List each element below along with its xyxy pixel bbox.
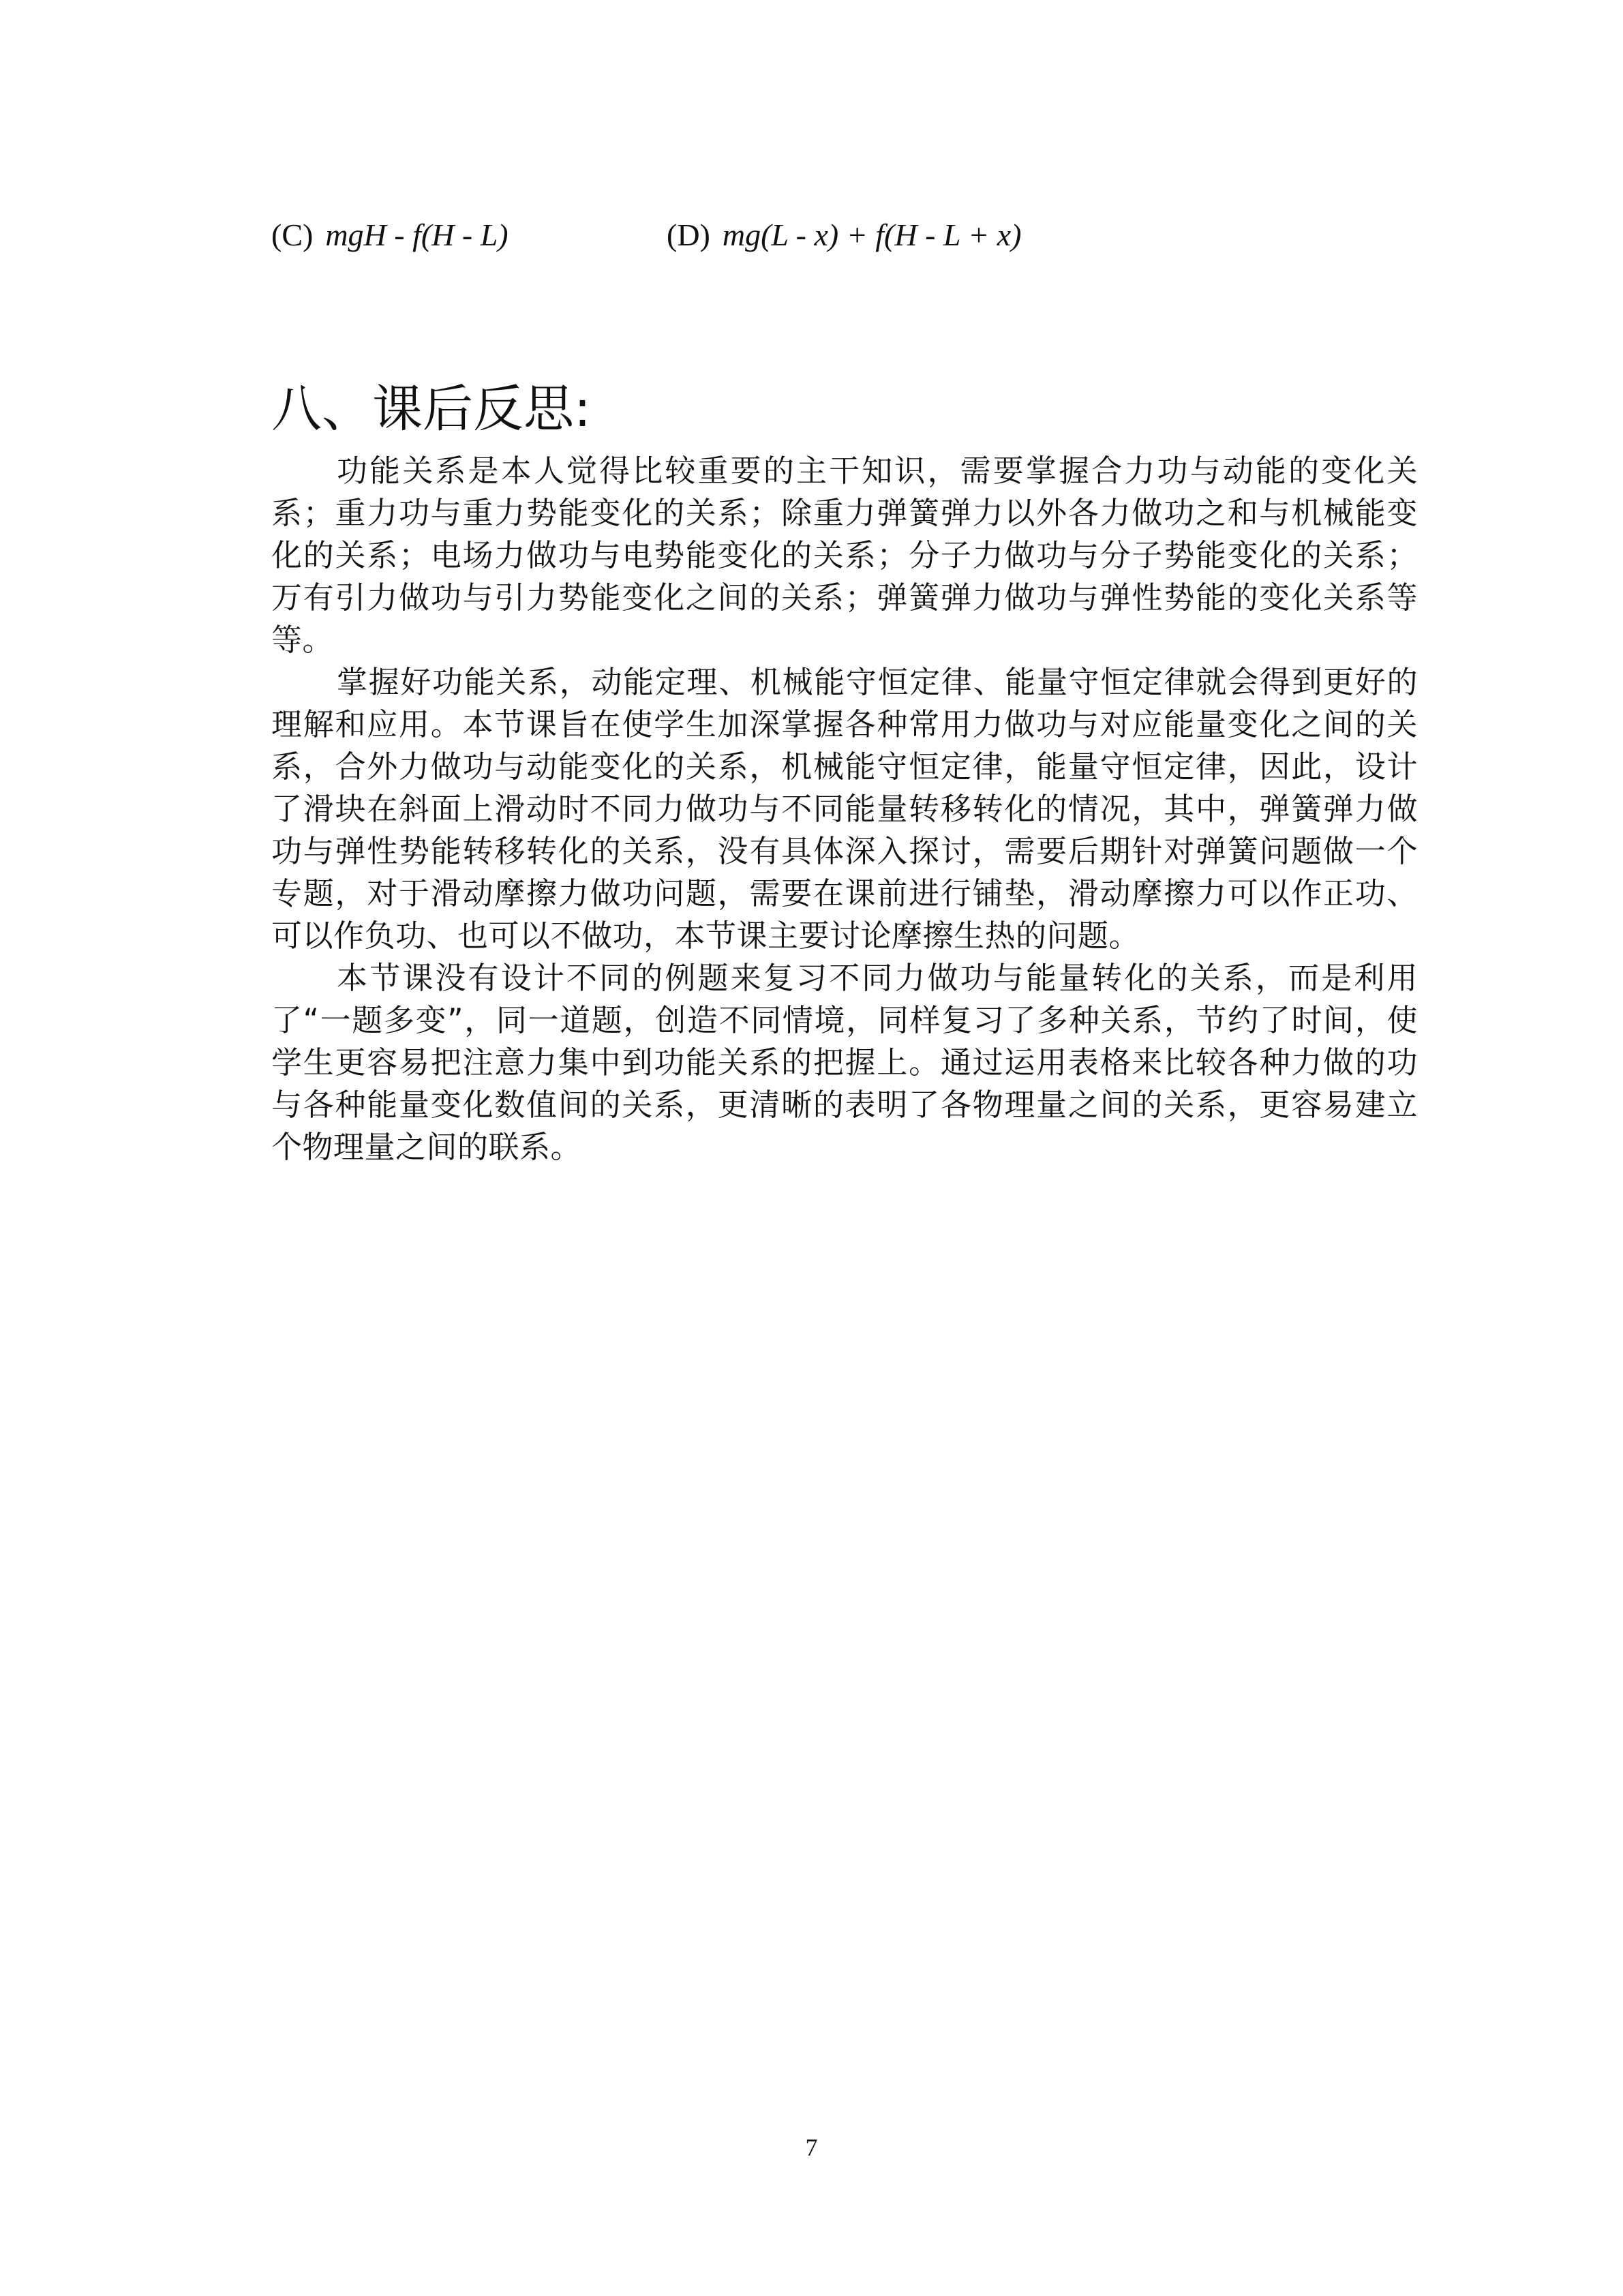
answer-options — [271, 211, 1430, 259]
option-d — [667, 211, 1021, 259]
option-d-label: (D) — [667, 217, 710, 252]
option-c-label: (C) — [271, 217, 314, 252]
option-c-expression: mgH - f(H - L) — [325, 217, 509, 252]
paragraph-2: 掌握好功能关系，动能定理、机械能守恒定律、能量守恒定律就会得到更好的理解和应用。本节课旨在使学生加深掌握各种常用力做功与对应能量变化之间的关系，合外力做功与动能变化的关系，机械能守恒定律，能量守恒定律，因此，设计了滑块在斜面上滑动时不同力做功与不同能量转移转化的情况，其中，弹簧弹力做功与弹性势能转移转化的关系，没有具体深入探讨，需要后期针对弹簧问题做一个专题，对于滑动摩擦力做功问题，需要在课前进行铺垫，滑动摩擦力可以作正功、可以作负功、也可以不做功，本节课主要讨论摩擦生热的问题。 — [271, 664, 1418, 954]
option-c — [271, 211, 509, 259]
page-number: 7 — [805, 2134, 818, 2161]
option-d-expression: mg(L - x) + f(H - L + x) — [722, 217, 1022, 252]
section-heading: 八、课后反思: — [271, 380, 591, 438]
paragraph-3: 本节课没有设计不同的例题来复习不同力做功与能量转化的关系，而是利用了“一题多变”，同一道题，创造不同情境，同样复习了多种关系，节约了时间，使学生更容易把注意力集中到功能关系的把握上。通过运用表格来比较各种力做的功与各种能量变化数值间的关系，更清晰的表明了各物理量之间的关系，更容易建立个物理量之间的联系。 — [271, 960, 1418, 1165]
reflection-body — [271, 450, 1418, 1168]
paragraph-1: 功能关系是本人觉得比较重要的主干知识，需要掌握合力功与动能的变化关系；重力功与重力势能变化的关系；除重力弹簧弹力以外各力做功之和与机械能变化的关系；电场力做功与电势能变化的关系；分子力做功与分子势能变化的关系；万有引力做功与引力势能变化之间的关系；弹簧弹力做功与弹性势能的变化关系等等。 — [271, 453, 1418, 658]
